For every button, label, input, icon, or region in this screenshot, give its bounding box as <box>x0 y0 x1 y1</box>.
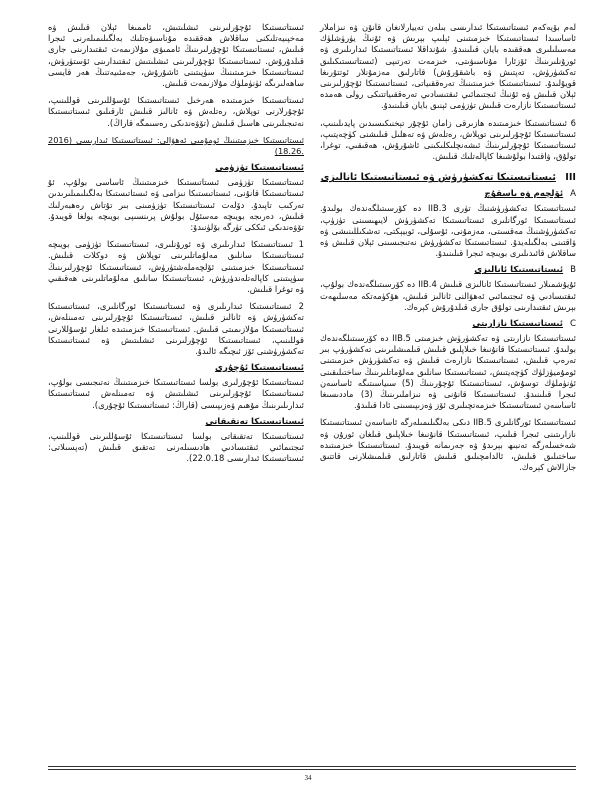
left-paragraph-4: ئىستاتىستىكا ئۇچۇرلىرى بولسا ئىستاتىستىكا خىزمىتىنىڭ نەتىجىسى بولۇپ، ئىستاتىستىكا ئۇچۇرلىرىنى ئىشلىتىش ۋە تەمىنلەش ئىستاتىستىكا ئىدارىلىرىنىڭ مۇھىم ۋەزىپىسى (قاراڭ: ئىستاتىستىكا ئۇچۇرى). <box>48 377 304 410</box>
left-paragraph-2: ئىستاتىستىكا خىزمىتىدە ھەرخىل ئىستاتىستىكا ئۇسۇللىرىنى قوللىنىپ، ئۇچۇرلارنى توپلاش، رەتلەش ۋە ئانالىز قىلىش ئارقىلىق ئىستاتىستىكا نەتىجىلىرىنى ھاسىل قىلىش (تۆۋەندىكى رەسىمگە قاراڭ). <box>48 95 304 128</box>
section-heading <box>320 172 576 183</box>
subheading-b-title: ئىستاتىستىكا ئانالىزى <box>474 265 564 276</box>
left-subheading-2: ئىستاتىستىكا ئۇچۇرى <box>215 363 304 374</box>
subheading-a-title: ئۆلچەم ۋە باسقۇچ <box>484 189 564 200</box>
section-number: III <box>565 172 576 184</box>
right-intro-paragraph: لەم بۆيەكەم ئىستاتىستىكا ئىدارىسى بىلەن تەييارلانغان قانۇن ۋە نىزاملار ئاساسىدا ئىستاتىستىكا خىزمىتىنى ئېلىپ بېرىش ۋە ئۇنىڭ يۈرۈشلۈك مەسىلىلىرى ھەققىدە بايان قىلىنىدۇ. شۇنداقلا ئىستاتىستىكا ئىدارىلىرى ۋە ئورۇنلىرىنىڭ ئۆزئارا مۇناسىۋىتى، خىزمەت تەرتىپى (ئىستاتىستىكىلىق تەكشۈرۈش، تەپتىش ۋە باشقۇرۇش) قاتارلىق مەزمۇنلار ئوتتۇرىغا قويۇلىدۇ. ئىستاتىستىكا خىزمىتىنىڭ تەرەققىياتى، ئىستاتىستىكا ئۇچۇرلىرىنى ئېلان قىلىش ۋە ئۇنىڭ ئىجتىمائىي ئىقتىسادىي تەرەققىياتتىكى رولى ھەمدە ئىستاتىستىكا نازارەت قىلىش تۈزۈمى ئېنىق بايان قىلىنىدۇ. <box>320 22 576 111</box>
left-column <box>48 22 304 471</box>
left-intro-paragraph: ئىستاتىستىكا ئۇچۇرلىرىنى ئىشلىتىش، ئاممىغا ئېلان قىلىش ۋە مەخپىيەتلىكنى ساقلاش ھەققىدە مۇناسىۋەتلىك بەلگىلىمىلەرنى ئىجرا قىلىش، ئىستاتىستىكا ئۇچۇرلىرىنىڭ ئاممىۋى مۇلازىمەت ئىقتىدارىنى جارى قىلدۇرۇش. ئىستاتىستىكا ئۇچۇرلىرىنى ئىشلىتىش ئىقتىدارىنى ئۆستۈرۈش، ئىستاتىستىكا خىزمىتىنىڭ سۈپىتىنى ئاشۇرۇش، جەمئىيەتنىڭ ھەر قايسى ساھەلىرىگە ئۈنۈملۈك مۇلازىمەت قىلىش. <box>48 22 304 89</box>
subheading-a-letter: A <box>570 189 576 200</box>
subheading-c-letter: C <box>569 319 576 330</box>
left-subheading-1: ئىستاتىستىكا تۈزۈمى <box>215 163 304 174</box>
left-subheading-3: ئىستاتىستىكا تەتقىقاتى <box>205 416 304 427</box>
footer-rule-top <box>48 766 576 767</box>
subheading-a <box>320 189 576 199</box>
left-paragraph-5: ئىستاتىستىكا تەتقىقاتى بولسا ئىستاتىستىكا ئۇسۇللىرىنى قوللىنىپ، ئىجتىمائىي ئىقتىسادىي ھادىسىلەرنى تەتقىق قىلىش (تەپسىلاتى: ئىستاتىستىكا ئىدارىسى 22.0.18). <box>48 430 304 464</box>
list-item-2: 2 ئىستاتىستىكا ئىدارىلىرى ۋە ئىستاتىستىكا ئورگانلىرى، ئىستاتىستىكا تەكشۈرۈش ۋە ئانالىز قىلىش، ئىستاتىستىكا ئۇچۇرلىرىنى تەمىنلەش، ئىستاتىستىكا مۇلازىمىتى قىلىش. ئىستاتىستىكا خىزمىتىدە ئىلغار ئۇسۇللارنى قوللىنىپ، ئىستاتىستىكا ئۇچۇرلىرىنى ئىشلىتىش ۋە ئىستاتىستىكا تەكشۈرۈشنى ئۆز ئىچىگە ئالىدۇ. <box>48 301 304 357</box>
right-numbered-paragraph: 6 ئىستاتىستىكا خىزمىتىدە ھازىرقى زامان ئۇچۇر تېخنىكىسىدىن پايدىلىنىپ، ئىستاتىستىكا ئۇچۇرلىرىنى توپلاش، رەتلەش ۋە تەھلىل قىلىشنى كۈچەيتىپ، ئىستاتىستىكا ئۇچۇرلىرىنىڭ ئىشەنچلىكلىكىنى ئاشۇرۇش، ھەقىقىي، توغرا، تولۇق، ۋاقتىدا بولۇشىغا كاپالەتلىك قىلىش. <box>320 117 576 162</box>
list-item-1: 1 ئىستاتىستىكا ئىدارىلىرى ۋە ئورۇنلىرى، ئىستاتىستىكا تۈزۈمى بويىچە ئىستاتىستىكا سانلىق مەلۇماتلىرىنى توپلاش ۋە دوكلات قىلىش. ئىستاتىستىكا خىزمىتىنى ئۆلچەملەشتۈرۈش، ئىستاتىستىكا ئۇچۇرلىرىنىڭ سۈپىتىنى كاپالەتلەندۈرۈش، ئىستاتىستىكا سانلىق مەلۇماتلىرىنى ھەقىقىي ۋە توغرا قىلىش. <box>48 239 304 295</box>
paragraph-c1: ئىستاتىستىكا نازارىتى ۋە تەكشۈرۈش خىزمىتى 5.IIB دە كۆرسىتىلگەندەك بولىدۇ. ئىستاتىستىكا قانۇنىغا خىلاپلىق قىلىش قىلمىشلىرىنى تەكشۈرۈپ بىر تەرەپ قىلىش، ئىستاتىستىكا نازارەت قىلىش ۋە تەكشۈرۈش خىزمىتىنى ئومۇميۈزلۈك كۈچەيتىش، ئىستاتىستىكا سانلىق مەلۇماتلىرىنىڭ ساختىلىقىنى ئۈنۈملۈك توسۇش، ئىستاتىستىكا ئۇچۇرىنىڭ (5) سىياسىتىگە ئاساسەن ئىجرا قىلىنىدۇ. ئىستاتىستىكا قانۇنى ۋە نىزاملىرىنىڭ (3) ماددىسىغا ئاساسەن ئىستاتىستىكا خىزمەتچىلىرى ئۆز ۋەزىپىسىنى ئادا قىلىدۇ. <box>320 333 576 411</box>
subheading-c <box>320 319 576 329</box>
page-number: 34 <box>304 774 312 782</box>
reference-line-1: ئىستاتىستىكا خىزمىتىنىڭ ئومۇمىي ئەھۋالى: ئىستاتىستىكا ئىدارىسى (2016 .18.26) <box>48 134 304 157</box>
paragraph-a: ئىستاتىستىكا تەكشۈرۈشنىڭ تۈرى 3.IIB دە كۆرسىتىلگەندەك بولىدۇ. ئىستاتىستىكا ئورگانلىرى ئىستاتىستىكا تەكشۈرۈش لايىھىسىنى تۈزۈپ، تەكشۈرۈشنىڭ مەقسىتى، مەزمۇنى، ئۇسۇلى، ئوبيېكتى، تەشكىللىنىشى ۋە ۋاقتىنى بەلگىلەيدۇ. ئىستاتىستىكا تەكشۈرۈش نەتىجىسىنى ئېلان قىلىش ۋە ساقلاش قائىدىلىرى بويىچە ئىجرا قىلىنىدۇ. <box>320 203 576 259</box>
footer-rule-bottom <box>48 769 576 770</box>
paragraph-c2: ئىستاتىستىكا ئورگانلىرى 5.IIB دىكى بەلگىلىمىلەرگە ئاساسەن ئىستاتىستىكا نازارىتىنى ئىجرا قىلىپ، ئىستاتىستىكا قانۇنىغا خىلاپلىق قىلغان ئورۇن ۋە شەخسلەرگە تەنبىھ بېرىدۇ ۋە جەرىمانە قويىدۇ. ئىستاتىستىكا خىزمىتىدە ساختىلىق قىلىش، ئالدامچىلىق قىلىش قاتارلىق قىلمىشلارنى قاتتىق جازالاش كېرەك. <box>320 417 576 473</box>
subheading-b <box>320 265 576 275</box>
left-paragraph-3: ئىستاتىستىكا تۈزۈمى ئىستاتىستىكا خىزمىتىنىڭ ئاساسى بولۇپ، ئۇ ئىستاتىستىكا قانۇنى، ئىستاتىستىكا نىزامى ۋە ئىستاتىستىكا بەلگىلىمىلىرىدىن تەركىب تاپىدۇ. دۆلەت ئىستاتىستىكا تۈزۈمىنى بىر تۇتاش رەھبەرلىك قىلىش، دەرىجە بويىچە مەسئۇل بولۇش پرىنسىپى بويىچە يولغا قويىدۇ. تۆۋەندىكى ئىككى تۈرگە بۆلۈنىدۇ: <box>48 177 304 233</box>
document-page <box>48 22 576 762</box>
paragraph-b: ئۇيۇشمىلار ئىستاتىستىكا ئانالىزى قىلىش 4.IIB دە كۆرسىتىلگەندەك بولۇپ، ئىقتىسادىي ۋە ئىجتىمائىي ئەھۋالنى ئانالىز قىلىش، ھۆكۈمەتكە مەسلىھەت بېرىش ئىقتىدارىنى تولۇق جارى قىلدۇرۇش كېرەك. <box>320 279 577 312</box>
subheading-c-title: ئىستاتىستىكا نازارىتى <box>472 319 563 330</box>
subheading-b-letter: B <box>570 265 576 276</box>
section-title: ئىستاتىستىكا تەكشۈرۈش ۋە ئىستاتىستىكا ئانالىزى <box>320 172 556 184</box>
right-column <box>320 22 576 480</box>
